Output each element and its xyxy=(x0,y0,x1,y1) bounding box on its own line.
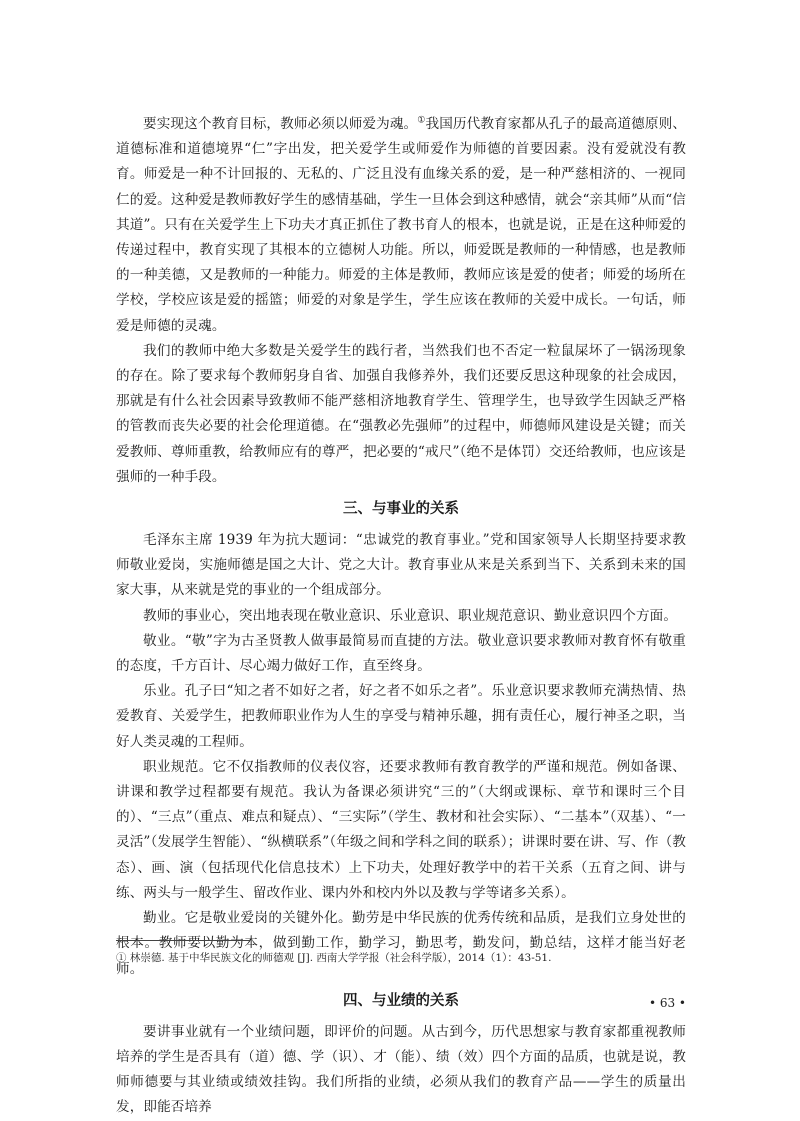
footnote-reference[interactable]: ① xyxy=(417,115,426,126)
footnote: ① 林崇德. 基于中华民族文化的师德观 [J]. 西南大学学报（社会科学版），2014（1）：43-51. xyxy=(116,952,552,964)
paragraph-1-text-b: 我国历代教育家都从孔子的最高道德原则、道德标准和道德境界“仁”字出发，把关爱学生或师爱作为师德的首要因素。没有爱就没有教育。师爱是一种不计回报的、无私的、广泛且没有血缘关系的爱，是一种严慈相济的、一视同仁的爱。这种爱是教师教好学生的感情基础，学生一旦体会到这种感情，就会“亲其师”从而“信其道”。只有在关爱学生上下功夫才真正抓住了教书育人的根本，也就是说，正是在这种师爱的传递过程中，教育实现了其根本的立德树人功能。所以，师爱既是教师的一种情感，也是教师的一种美德，又是教师的一种能力。师爱的主体是教师，教师应该是爱的使者；师爱的场所在学校，学校应该是爱的摇篮；师爱的对象是学生，学生应该在教师的关爱中成长。一句话，师爱是师德的灵魂。 xyxy=(116,116,687,334)
paragraph-4: 教师的事业心，突出地表现在敬业意识、乐业意识、职业规范意识、勤业意识四个方面。 xyxy=(143,607,678,624)
paragraph-7: 职业规范。它不仅指教师的仪表仪容，还要求教师有教育教学的严谨和规范。例如备课、讲课和教学过程都要有规范。我认为备课必须讲究“三的”（大纲或课标、章节和课时三个目的）、“三点”（重点、难点和疑点）、“三实际”（学生、教材和社会实际）、“二基本”（双基）、“一灵活”（发展学生智能）、“纵横联系”（年级之间和学科之间的联系）；讲课时要在讲、写、作（教态）、画、演（包括现代化信息技术）上下功夫，处理好教学中的若干关系（五育之间、讲与练、两头与一般学生、留改作业、课内外和校内外以及教与学等诸多关系）。 xyxy=(116,758,686,901)
section-heading-3: 三、与事业的关系 xyxy=(343,501,459,518)
paragraph-1-text-a: 要实现这个教育目标，教师必须以师爱为魂。 xyxy=(143,116,418,132)
paragraph-6: 乐业。孔子曰“知之者不如好之者，好之者不如乐之者”。乐业意识要求教师充满热情、热爱教育、关爱学生，把教师职业作为人生的享受与精神乐趣，拥有责任心，履行神圣之职，当好人类灵魂的工程师。 xyxy=(116,683,686,750)
page-number: • 63 • xyxy=(648,996,686,1010)
paragraph-8: 勤业。它是敬业爱岗的关键外化。勤劳是中华民族的优秀传统和品质，是我们立身处世的根本。教师要以勤为本，做到勤工作，勤学习，勤思考，勤发问，勤总结，这样才能当好老师。 xyxy=(116,910,686,977)
main-text xyxy=(116,112,686,1121)
paragraph-9: 要讲事业就有一个业绩问题，即评价的问题。从古到今，历代思想家与教育家都重视教师培养的学生是否具有（道）德、学（识）、才（能）、绩（效）四个方面的品质，也就是说，教师师德要与其业绩或绩效挂钩。我们所指的业绩，必须从我们的教育产品——学生的质量出发，即能否培养 xyxy=(116,1023,686,1116)
footnote-divider xyxy=(116,940,250,941)
section-heading-4: 四、与业绩的关系 xyxy=(343,992,459,1009)
paragraph-2: 我们的教师中绝大多数是关爱学生的践行者，当然我们也不否定一粒鼠屎坏了一锅汤现象的存在。除了要求每个教师躬身自省、加强自我修养外，我们还要反思这种现象的社会成因，那就是有什么社会因素导致教师不能严慈相济地教育学生、管理学生，也导致学生因缺乏严格的管教而丧失必要的社会伦理道德。在“强教必先强师”的过程中，师德师风建设是关键；而关爱教师、尊师重教，给教师应有的尊严，把必要的“戒尺”（绝不是体罚）交还给教师，也应该是强师的一种手段。 xyxy=(116,342,686,485)
paragraph-3: 毛泽东主席 1939 年为抗大题词：“忠诚党的教育事业。”党和国家领导人长期坚持要求教师敬业爱岗，实施师德是国之大计、党之大计。教育事业从来是关系到当下、关系到未来的国家大事，从来就是党的事业的一个组成部分。 xyxy=(116,532,686,599)
paragraph-5: 敬业。“敬”字为古圣贤教人做事最简易而直捷的方法。敬业意识要求教师对教育怀有敬重的态度，千方百计、尽心竭力做好工作，直至终身。 xyxy=(116,632,686,675)
paragraph-1 xyxy=(116,112,686,339)
